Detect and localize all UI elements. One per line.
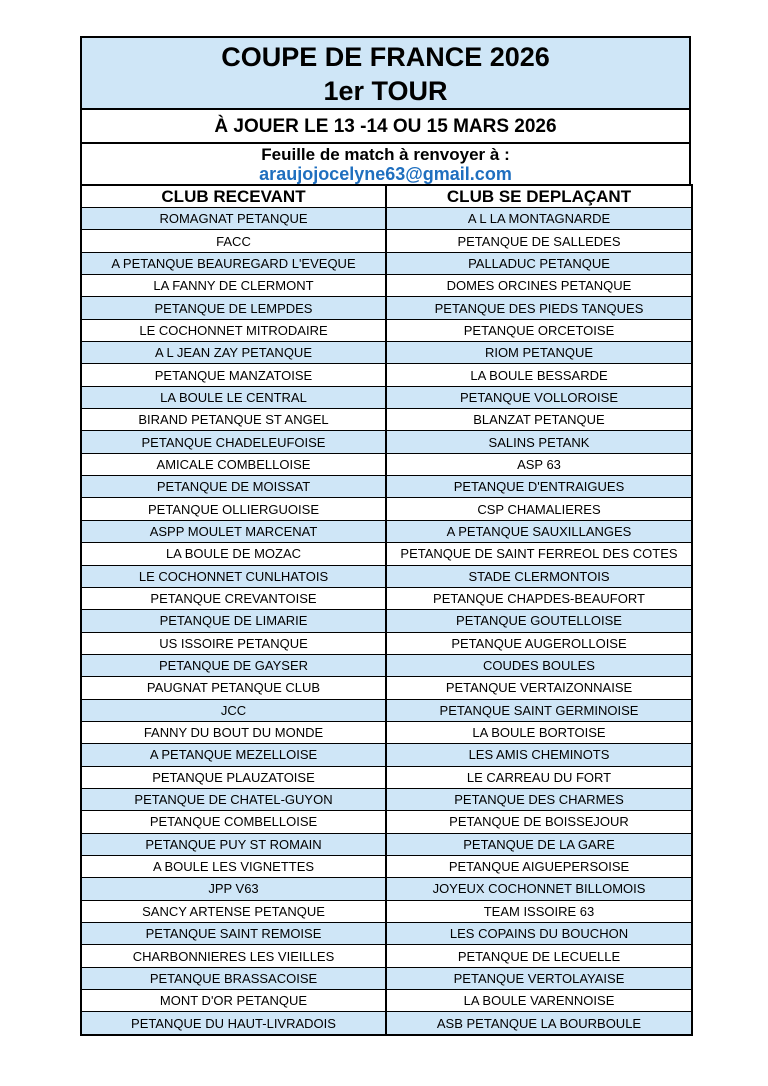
away-club-cell: PETANQUE VOLLOROISE [386, 386, 692, 408]
home-club-cell: A BOULE LES VIGNETTES [81, 855, 386, 877]
away-club-cell: PETANQUE DES PIEDS TANQUES [386, 297, 692, 319]
email-link[interactable]: araujojocelyne63@gmail.com [259, 164, 512, 184]
away-club-cell: COUDES BOULES [386, 654, 692, 676]
away-club-cell: PETANQUE DE SALLEDES [386, 230, 692, 252]
away-club-cell: A L LA MONTAGNARDE [386, 208, 692, 230]
home-club-cell: FANNY DU BOUT DU MONDE [81, 721, 386, 743]
away-club-cell: RIOM PETANQUE [386, 342, 692, 364]
away-club-cell: STADE CLERMONTOIS [386, 565, 692, 587]
table-row [81, 923, 692, 945]
away-club-cell: SALINS PETANK [386, 431, 692, 453]
home-club-cell: LA FANNY DE CLERMONT [81, 275, 386, 297]
home-club-cell: A PETANQUE BEAUREGARD L'EVEQUE [81, 252, 386, 274]
home-club-cell: AMICALE COMBELLOISE [81, 453, 386, 475]
table-row [81, 297, 692, 319]
away-club-cell: PETANQUE AIGUEPERSOISE [386, 855, 692, 877]
table-row [81, 453, 692, 475]
away-club-cell: TEAM ISSOIRE 63 [386, 900, 692, 922]
table-row [81, 342, 692, 364]
table-row [81, 632, 692, 654]
table-row [81, 990, 692, 1012]
table-row [81, 208, 692, 230]
table-row [81, 520, 692, 542]
table-row [81, 1012, 692, 1035]
away-club-cell: PETANQUE ORCETOISE [386, 319, 692, 341]
away-club-cell: DOMES ORCINES PETANQUE [386, 275, 692, 297]
table-row [81, 788, 692, 810]
table-row [81, 855, 692, 877]
fixtures-table [80, 184, 693, 1036]
away-club-cell: ASP 63 [386, 453, 692, 475]
home-club-cell: PETANQUE SAINT REMOISE [81, 923, 386, 945]
away-club-cell: BLANZAT PETANQUE [386, 409, 692, 431]
page-subtitle: 1er TOUR [323, 76, 448, 106]
table-row [81, 721, 692, 743]
home-club-cell: JPP V63 [81, 878, 386, 900]
table-row [81, 230, 692, 252]
table-row [81, 543, 692, 565]
table-row [81, 319, 692, 341]
table-row [81, 275, 692, 297]
table-row [81, 587, 692, 609]
away-club-cell: PETANQUE VERTOLAYAISE [386, 967, 692, 989]
away-club-cell: PETANQUE DE LA GARE [386, 833, 692, 855]
table-row [81, 431, 692, 453]
away-club-cell: CSP CHAMALIERES [386, 498, 692, 520]
away-club-cell: PETANQUE SAINT GERMINOISE [386, 699, 692, 721]
home-club-cell: ASPP MOULET MARCENAT [81, 520, 386, 542]
home-club-cell: PETANQUE CHADELEUFOISE [81, 431, 386, 453]
table-row [81, 766, 692, 788]
table-row [81, 811, 692, 833]
home-club-cell: FACC [81, 230, 386, 252]
home-club-cell: PETANQUE DE LEMPDES [81, 297, 386, 319]
table-row [81, 654, 692, 676]
home-club-cell: PETANQUE CREVANTOISE [81, 587, 386, 609]
away-club-cell: ASB PETANQUE LA BOURBOULE [386, 1012, 692, 1035]
table-row [81, 967, 692, 989]
column-header-home: CLUB RECEVANT [81, 185, 386, 208]
away-club-cell: LES COPAINS DU BOUCHON [386, 923, 692, 945]
table-row [81, 252, 692, 274]
home-club-cell: PETANQUE DE CHATEL-GUYON [81, 788, 386, 810]
away-club-cell: PETANQUE AUGEROLLOISE [386, 632, 692, 654]
away-club-cell: LE CARREAU DU FORT [386, 766, 692, 788]
home-club-cell: ROMAGNAT PETANQUE [81, 208, 386, 230]
home-club-cell: BIRAND PETANQUE ST ANGEL [81, 409, 386, 431]
away-club-cell: LA BOULE VARENNOISE [386, 990, 692, 1012]
table-row [81, 364, 692, 386]
home-club-cell: A PETANQUE MEZELLOISE [81, 744, 386, 766]
away-club-cell: PETANQUE DES CHARMES [386, 788, 692, 810]
table-row [81, 833, 692, 855]
away-club-cell: PETANQUE DE BOISSEJOUR [386, 811, 692, 833]
match-sheet [80, 36, 691, 1036]
title-block [80, 36, 691, 108]
away-club-cell: PETANQUE D'ENTRAIGUES [386, 476, 692, 498]
away-club-cell: PETANQUE CHAPDES-BEAUFORT [386, 587, 692, 609]
home-club-cell: LA BOULE DE MOZAC [81, 543, 386, 565]
away-club-cell: PETANQUE DE SAINT FERREOL DES COTES [386, 543, 692, 565]
table-row [81, 744, 692, 766]
table-row [81, 409, 692, 431]
away-club-cell: A PETANQUE SAUXILLANGES [386, 520, 692, 542]
table-row [81, 386, 692, 408]
away-club-cell: LES AMIS CHEMINOTS [386, 744, 692, 766]
table-row [81, 677, 692, 699]
table-row [81, 699, 692, 721]
table-row [81, 476, 692, 498]
home-club-cell: PETANQUE BRASSACOISE [81, 967, 386, 989]
page-title: COUPE DE FRANCE 2026 [221, 42, 550, 72]
home-club-cell: LA BOULE LE CENTRAL [81, 386, 386, 408]
home-club-cell: JCC [81, 699, 386, 721]
home-club-cell: PETANQUE DU HAUT-LIVRADOIS [81, 1012, 386, 1035]
home-club-cell: SANCY ARTENSE PETANQUE [81, 900, 386, 922]
table-row [81, 610, 692, 632]
home-club-cell: A L JEAN ZAY PETANQUE [81, 342, 386, 364]
away-club-cell: PETANQUE GOUTELLOISE [386, 610, 692, 632]
return-block [80, 142, 691, 184]
away-club-cell: LA BOULE BESSARDE [386, 364, 692, 386]
home-club-cell: PAUGNAT PETANQUE CLUB [81, 677, 386, 699]
home-club-cell: PETANQUE DE LIMARIE [81, 610, 386, 632]
home-club-cell: LE COCHONNET MITRODAIRE [81, 319, 386, 341]
home-club-cell: PETANQUE MANZATOISE [81, 364, 386, 386]
home-club-cell: CHARBONNIERES LES VIEILLES [81, 945, 386, 967]
home-club-cell: PETANQUE OLLIERGUOISE [81, 498, 386, 520]
home-club-cell: MONT D'OR PETANQUE [81, 990, 386, 1012]
table-row [81, 565, 692, 587]
away-club-cell: LA BOULE BORTOISE [386, 721, 692, 743]
away-club-cell: PALLADUC PETANQUE [386, 252, 692, 274]
away-club-cell: JOYEUX COCHONNET BILLOMOIS [386, 878, 692, 900]
home-club-cell: US ISSOIRE PETANQUE [81, 632, 386, 654]
home-club-cell: PETANQUE PLAUZATOISE [81, 766, 386, 788]
home-club-cell: PETANQUE COMBELLOISE [81, 811, 386, 833]
home-club-cell: PETANQUE DE MOISSAT [81, 476, 386, 498]
date-line: À JOUER LE 13 -14 OU 15 MARS 2026 [80, 108, 691, 142]
away-club-cell: PETANQUE DE LECUELLE [386, 945, 692, 967]
table-row [81, 900, 692, 922]
table-row [81, 878, 692, 900]
away-club-cell: PETANQUE VERTAIZONNAISE [386, 677, 692, 699]
home-club-cell: PETANQUE DE GAYSER [81, 654, 386, 676]
return-label: Feuille de match à renvoyer à : [261, 145, 510, 164]
table-row [81, 945, 692, 967]
column-header-away: CLUB SE DEPLAÇANT [386, 185, 692, 208]
table-row [81, 498, 692, 520]
home-club-cell: LE COCHONNET CUNLHATOIS [81, 565, 386, 587]
home-club-cell: PETANQUE PUY ST ROMAIN [81, 833, 386, 855]
table-header-row [81, 185, 692, 208]
